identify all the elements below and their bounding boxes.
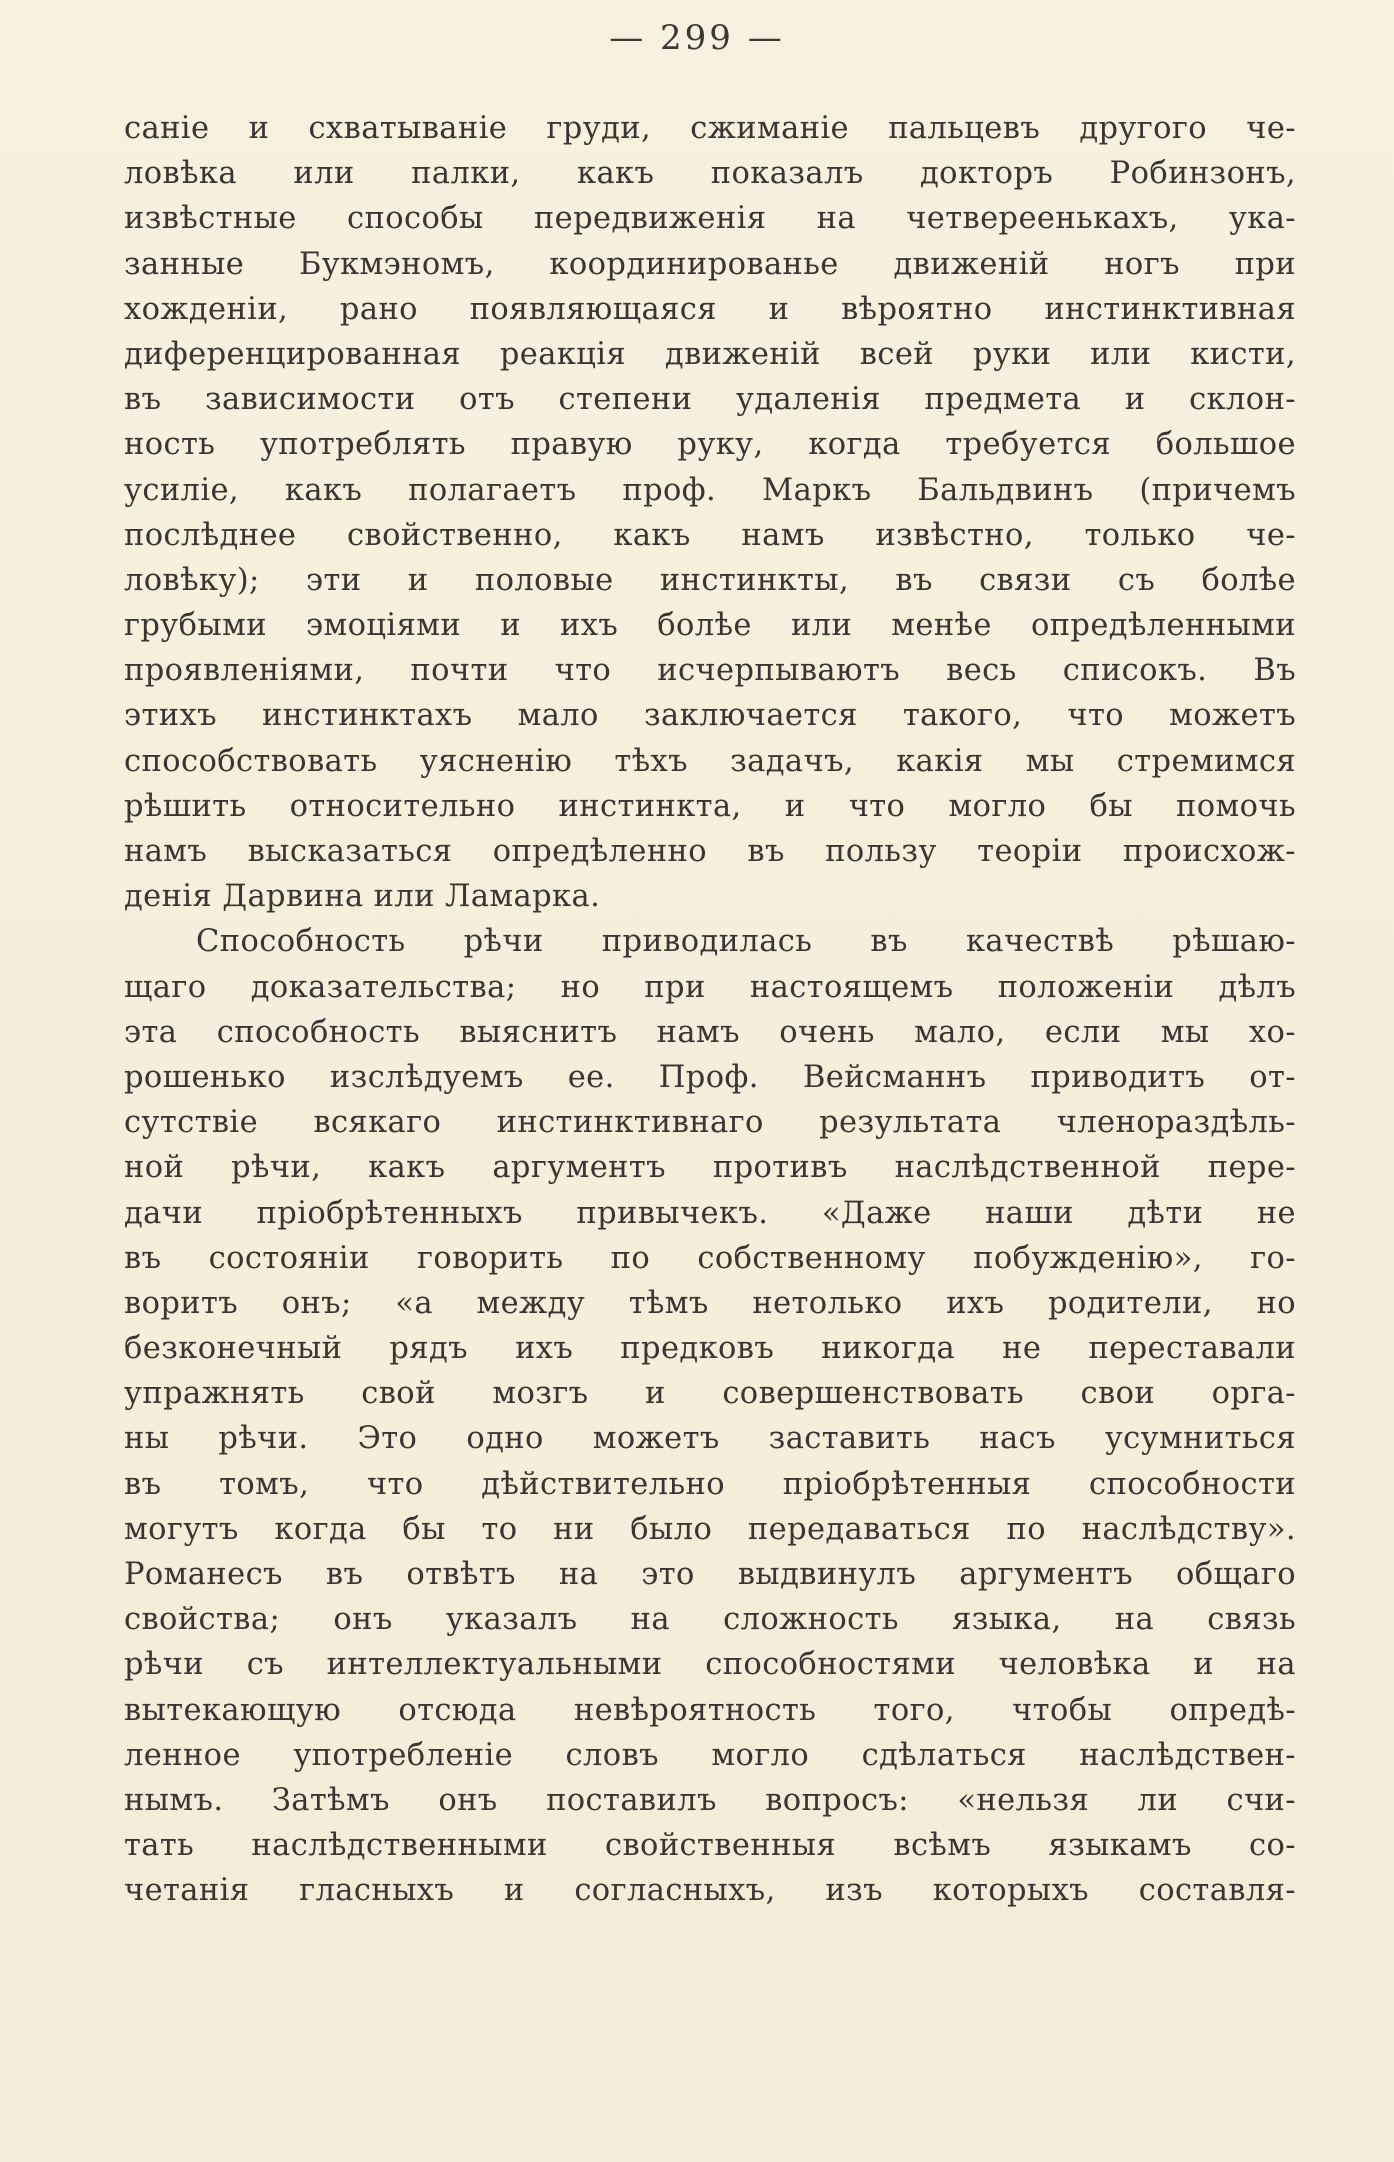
page-body-text xyxy=(124,106,1296,1914)
text-line: въ зависимости отъ степени удаленія предмета и склон- xyxy=(124,382,1296,418)
text-line: хожденіи, рано появляющаяся и вѣроятно инстинктивная xyxy=(124,291,1296,327)
page-number: — 299 — xyxy=(609,18,785,58)
text-line: саніе и схватываніе груди, сжиманіе пальцевъ другого че- xyxy=(124,111,1296,146)
text-line: упражнять свой мозгъ и совершенствовать свои орга- xyxy=(124,1376,1296,1412)
text-line: нымъ. Затѣмъ онъ поставилъ вопросъ: «нельзя ли счи- xyxy=(124,1782,1296,1818)
text-line: ной рѣчи, какъ аргументъ противъ наслѣдственной пере- xyxy=(124,1150,1296,1186)
paragraph-end-line: денія Дарвина или Ламарка. xyxy=(124,879,601,915)
text-line: ны рѣчи. Это одно можетъ заставить насъ усумниться xyxy=(124,1421,1296,1457)
text-line: щаго доказательства; но при настоящемъ положеніи дѣлъ xyxy=(124,969,1296,1005)
text-line: ловѣку); эти и половые инстинкты, въ связи съ болѣе xyxy=(124,562,1296,598)
text-line: воритъ онъ; «а между тѣмъ нетолько ихъ родители, но xyxy=(124,1285,1296,1321)
text-line: Романесъ въ отвѣтъ на это выдвинулъ аргументъ общаго xyxy=(124,1557,1296,1592)
text-line: свойства; онъ указалъ на сложность языка, на связь xyxy=(124,1602,1296,1638)
text-line: занные Букмэномъ, координированье движеній ногъ при xyxy=(124,246,1296,282)
text-line: рѣчи съ интеллектуальными способностями человѣка и на xyxy=(124,1647,1296,1683)
text-line: способствовать уясненію тѣхъ задачъ, какія мы стремимся xyxy=(124,743,1296,779)
text-line: намъ высказаться опредѣленно въ пользу теоріи происхож- xyxy=(124,834,1296,869)
text-line: ловѣка или палки, какъ показалъ докторъ Робинзонъ, xyxy=(124,156,1296,192)
text-line: дачи пріобрѣтенныхъ привычекъ. «Даже наши дѣти не xyxy=(124,1195,1296,1231)
text-line: тать наслѣдственными свойственныя всѣмъ языкамъ со- xyxy=(124,1828,1296,1864)
text-line: извѣстные способы передвиженія на четвереенькахъ, ука- xyxy=(124,201,1296,237)
text-line: эта способность выяснитъ намъ очень мало, если мы хо- xyxy=(124,1014,1296,1050)
text-line: ленное употребленіе словъ могло сдѣлаться наслѣдствен- xyxy=(124,1737,1296,1773)
text-line: усиліе, какъ полагаетъ проф. Маркъ Бальдвинъ (причемъ xyxy=(124,472,1296,508)
text-line: въ состояніи говорить по собственному побужденію», го- xyxy=(124,1240,1296,1276)
text-line: безконечный рядъ ихъ предковъ никогда не переставали xyxy=(124,1331,1296,1367)
text-line: сутствіе всякаго инстинктивнаго результата членораздѣль- xyxy=(124,1105,1296,1141)
text-line: проявленіями, почти что исчерпываютъ весь списокъ. Въ xyxy=(124,653,1296,689)
text-line: вытекающую отсюда невѣроятность того, чтобы опредѣ- xyxy=(124,1692,1296,1728)
text-line: послѣднее свойственно, какъ намъ извѣстно, только че- xyxy=(124,517,1296,553)
text-line: рѣшить относительно инстинкта, и что могло бы помочь xyxy=(124,788,1296,824)
text-line: могутъ когда бы то ни было передаваться по наслѣдству». xyxy=(124,1511,1296,1547)
text-line: рошенько изслѣдуемъ ее. Проф. Вейсманнъ приводитъ от- xyxy=(124,1059,1296,1095)
text-line: четанія гласныхъ и согласныхъ, изъ которыхъ составля- xyxy=(124,1873,1296,1909)
text-line: грубыми эмоціями и ихъ болѣе или менѣе опредѣленными xyxy=(124,608,1296,644)
text-line: этихъ инстинктахъ мало заключается такого, что можетъ xyxy=(124,698,1296,734)
paragraph-start-line: Способность рѣчи приводилась въ качествѣ рѣшаю- xyxy=(196,924,1296,960)
text-line: въ томъ, что дѣйствительно пріобрѣтенныя способности xyxy=(124,1466,1296,1502)
text-line: ность употреблять правую руку, когда требуется большое xyxy=(124,427,1296,463)
text-line: диференцированная реакція движеній всей руки или кисти, xyxy=(124,336,1296,372)
